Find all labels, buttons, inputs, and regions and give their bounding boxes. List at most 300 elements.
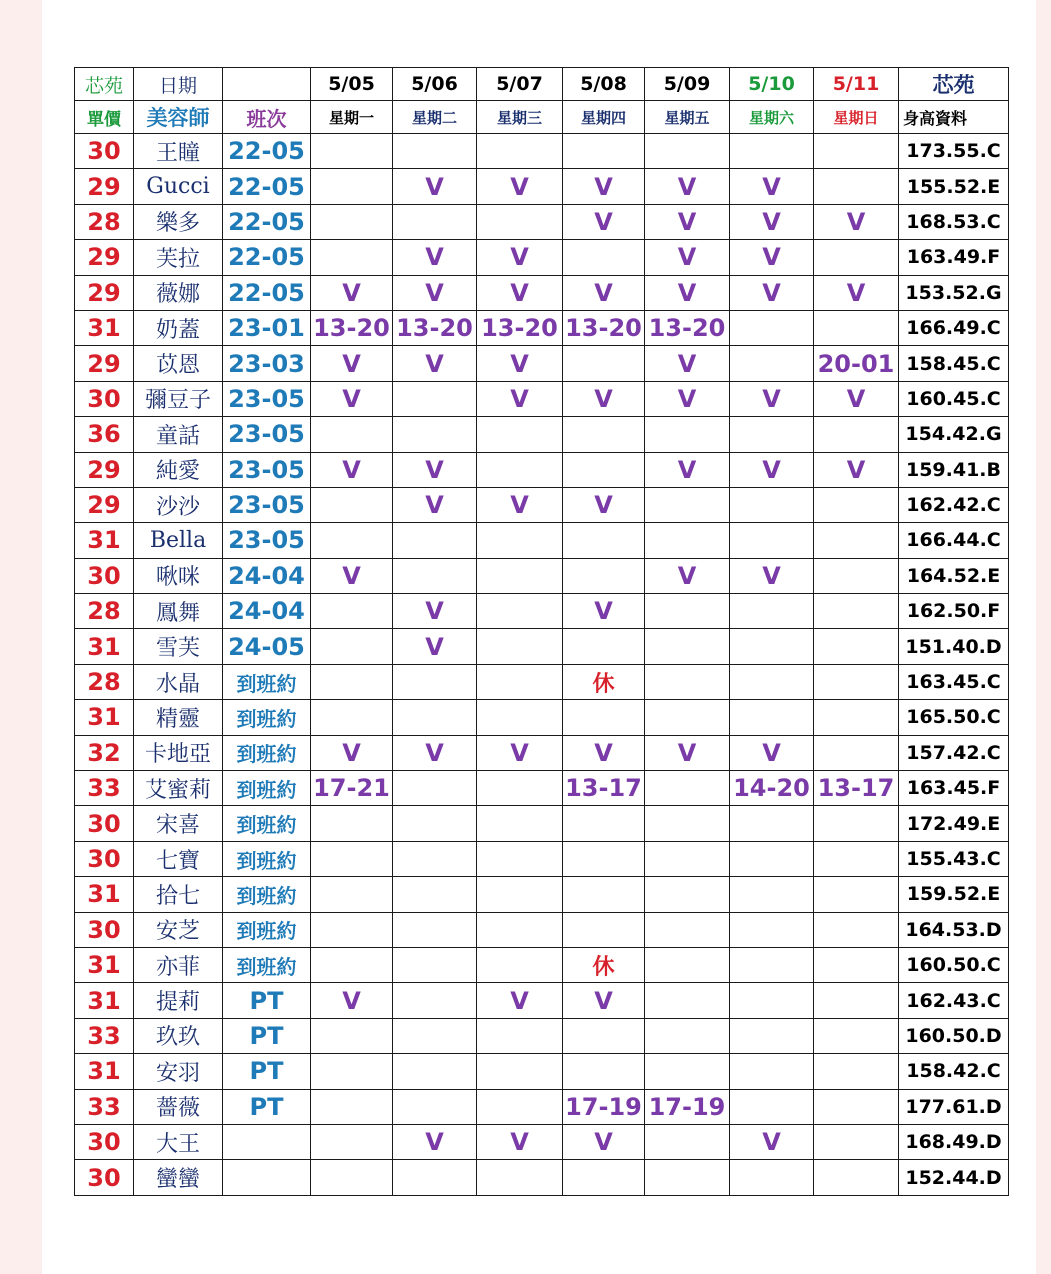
stylist-name-cell: 沙沙 (134, 487, 223, 522)
day-cell: V (645, 558, 730, 593)
day-cell (563, 558, 645, 593)
day-cell (645, 1018, 730, 1053)
day-cell: V (645, 169, 730, 204)
day-cell: V (393, 452, 477, 487)
weekday-header-3: 星期三 (477, 101, 563, 134)
table-row (75, 417, 1009, 452)
day-cell: V (477, 487, 563, 522)
day-cell (477, 877, 563, 912)
day-cell (477, 1054, 563, 1089)
height-cell: 165.50.C (899, 700, 1009, 735)
price-cell: 33 (75, 1089, 134, 1124)
day-cell: V (477, 169, 563, 204)
day-cell (311, 806, 393, 841)
height-cell: 155.43.C (899, 841, 1009, 876)
stylist-name-cell: 精靈 (134, 700, 223, 735)
shift-cell (223, 1160, 311, 1195)
shift-cell: 22-05 (223, 275, 311, 310)
day-cell: V (311, 346, 393, 381)
day-cell: V (477, 1124, 563, 1159)
stylist-name-cell: 玖玖 (134, 1018, 223, 1053)
stylist-name-cell: 奶蓋 (134, 310, 223, 345)
day-cell (645, 1054, 730, 1089)
height-cell: 151.40.D (899, 629, 1009, 664)
day-cell (477, 1089, 563, 1124)
day-cell (814, 523, 899, 558)
height-cell: 168.49.D (899, 1124, 1009, 1159)
day-cell (730, 310, 814, 345)
shift-cell: 22-05 (223, 169, 311, 204)
day-cell: 13-17 (814, 771, 899, 806)
stylist-name-cell: 安羽 (134, 1054, 223, 1089)
shift-cell: PT (223, 1089, 311, 1124)
day-cell (477, 629, 563, 664)
weekday-header-2: 星期二 (393, 101, 477, 134)
day-cell (563, 134, 645, 169)
day-cell (311, 1054, 393, 1089)
day-cell (311, 629, 393, 664)
day-cell (311, 877, 393, 912)
day-cell (730, 1089, 814, 1124)
day-cell (814, 1089, 899, 1124)
brand-left-label: 芯苑 (75, 68, 134, 101)
table-row (75, 204, 1009, 239)
day-cell (814, 487, 899, 522)
day-cell (814, 912, 899, 947)
day-cell (311, 1160, 393, 1195)
day-cell (393, 664, 477, 699)
day-cell (477, 771, 563, 806)
table-row (75, 275, 1009, 310)
price-cell: 31 (75, 523, 134, 558)
shift-cell: 到班約 (223, 806, 311, 841)
day-cell: 13-17 (563, 771, 645, 806)
price-cell: 31 (75, 947, 134, 982)
day-cell: 20-01 (814, 346, 899, 381)
day-cell: V (393, 1124, 477, 1159)
price-cell: 31 (75, 700, 134, 735)
day-cell (393, 700, 477, 735)
table-row (75, 523, 1009, 558)
day-cell (814, 240, 899, 275)
day-cell (814, 1054, 899, 1089)
day-cell (393, 947, 477, 982)
price-cell: 30 (75, 806, 134, 841)
day-cell: V (477, 346, 563, 381)
day-cell: V (477, 240, 563, 275)
day-cell (563, 452, 645, 487)
table-row (75, 594, 1009, 629)
shift-cell: 24-04 (223, 558, 311, 593)
height-cell: 157.42.C (899, 735, 1009, 770)
height-cell: 177.61.D (899, 1089, 1009, 1124)
day-cell (393, 771, 477, 806)
day-cell (477, 806, 563, 841)
day-cell (393, 841, 477, 876)
shift-cell: 23-05 (223, 523, 311, 558)
day-cell (311, 487, 393, 522)
day-cell: V (730, 1124, 814, 1159)
day-cell: V (730, 169, 814, 204)
stylist-name-cell: 啾咪 (134, 558, 223, 593)
day-cell: V (311, 381, 393, 416)
table-row (75, 558, 1009, 593)
table-row (75, 629, 1009, 664)
day-cell (730, 487, 814, 522)
stylist-name-cell: 苡恩 (134, 346, 223, 381)
day-cell (730, 346, 814, 381)
day-cell (311, 204, 393, 239)
day-cell (645, 134, 730, 169)
day-cell: V (563, 735, 645, 770)
stylist-name-cell: 蠻蠻 (134, 1160, 223, 1195)
price-cell: 29 (75, 452, 134, 487)
day-cell (477, 558, 563, 593)
day-cell: V (645, 275, 730, 310)
table-row (75, 983, 1009, 1018)
day-cell (393, 1160, 477, 1195)
day-cell (311, 1124, 393, 1159)
day-cell (393, 1018, 477, 1053)
day-cell: V (645, 452, 730, 487)
price-cell: 30 (75, 381, 134, 416)
day-cell (477, 700, 563, 735)
price-cell: 30 (75, 1124, 134, 1159)
day-cell: 休 (563, 664, 645, 699)
shift-cell: PT (223, 1018, 311, 1053)
day-cell (477, 841, 563, 876)
shift-cell (223, 1124, 311, 1159)
day-cell: 休 (563, 947, 645, 982)
height-cell: 163.49.F (899, 240, 1009, 275)
date-header-6: 5/10 (730, 68, 814, 101)
day-cell (730, 912, 814, 947)
day-cell (563, 523, 645, 558)
day-cell: 13-20 (477, 310, 563, 345)
table-row (75, 1160, 1009, 1195)
day-cell (311, 912, 393, 947)
day-cell: V (477, 381, 563, 416)
shift-cell: 23-05 (223, 417, 311, 452)
height-cell: 160.45.C (899, 381, 1009, 416)
day-cell (730, 417, 814, 452)
table-row (75, 806, 1009, 841)
stylist-name-cell: Gucci (134, 169, 223, 204)
day-cell: V (814, 381, 899, 416)
day-cell: V (393, 169, 477, 204)
table-row (75, 310, 1009, 345)
day-cell (730, 983, 814, 1018)
price-cell: 31 (75, 629, 134, 664)
table-row (75, 1054, 1009, 1089)
height-cell: 166.49.C (899, 310, 1009, 345)
day-cell: V (311, 983, 393, 1018)
day-cell (814, 558, 899, 593)
table-row (75, 771, 1009, 806)
day-cell: V (563, 1124, 645, 1159)
price-cell: 30 (75, 912, 134, 947)
day-cell (814, 417, 899, 452)
day-cell (311, 1018, 393, 1053)
day-cell: V (645, 735, 730, 770)
day-cell (393, 134, 477, 169)
shift-cell: 到班約 (223, 841, 311, 876)
table-row (75, 841, 1009, 876)
price-cell: 31 (75, 310, 134, 345)
shift-cell: 23-05 (223, 487, 311, 522)
day-cell (814, 806, 899, 841)
day-cell (645, 912, 730, 947)
price-cell: 33 (75, 771, 134, 806)
shift-cell: 到班約 (223, 947, 311, 982)
day-cell: V (311, 558, 393, 593)
day-cell (645, 1160, 730, 1195)
stylist-name-cell: 拾七 (134, 877, 223, 912)
day-cell: V (645, 381, 730, 416)
day-cell (563, 912, 645, 947)
day-cell: V (645, 346, 730, 381)
day-cell: V (393, 594, 477, 629)
day-cell: V (814, 275, 899, 310)
price-cell: 28 (75, 204, 134, 239)
price-cell: 29 (75, 169, 134, 204)
table-row (75, 134, 1009, 169)
day-cell: V (563, 381, 645, 416)
day-cell: V (563, 169, 645, 204)
day-cell (814, 664, 899, 699)
shift-cell: 23-05 (223, 452, 311, 487)
table-row (75, 947, 1009, 982)
shift-cell: PT (223, 983, 311, 1018)
day-cell: V (393, 346, 477, 381)
day-cell (645, 629, 730, 664)
stylist-name-cell: 樂多 (134, 204, 223, 239)
day-cell (311, 594, 393, 629)
day-cell (393, 983, 477, 1018)
day-cell (645, 487, 730, 522)
day-cell: 17-19 (563, 1089, 645, 1124)
height-cell: 159.52.E (899, 877, 1009, 912)
stylist-name-cell: 提莉 (134, 983, 223, 1018)
date-label: 日期 (134, 68, 223, 101)
day-cell (730, 947, 814, 982)
day-cell (311, 169, 393, 204)
price-cell: 29 (75, 240, 134, 275)
day-cell (311, 134, 393, 169)
day-cell (645, 983, 730, 1018)
shift-cell: 22-05 (223, 240, 311, 275)
day-cell: V (393, 275, 477, 310)
stylist-name-cell: 純愛 (134, 452, 223, 487)
day-cell (311, 947, 393, 982)
price-cell: 32 (75, 735, 134, 770)
stylist-name-cell: 卡地亞 (134, 735, 223, 770)
table-row (75, 381, 1009, 416)
stylist-name-cell: 水晶 (134, 664, 223, 699)
stylist-label: 美容師 (134, 101, 223, 134)
day-cell: V (814, 452, 899, 487)
day-cell (814, 310, 899, 345)
weekday-header-5: 星期五 (645, 101, 730, 134)
weekday-header-4: 星期四 (563, 101, 645, 134)
day-cell (814, 947, 899, 982)
price-cell: 31 (75, 877, 134, 912)
height-cell: 162.43.C (899, 983, 1009, 1018)
day-cell (814, 983, 899, 1018)
day-cell: 17-19 (645, 1089, 730, 1124)
day-cell: V (477, 275, 563, 310)
day-cell: 14-20 (730, 771, 814, 806)
day-cell (645, 700, 730, 735)
day-cell (393, 381, 477, 416)
day-cell (311, 523, 393, 558)
day-cell (393, 558, 477, 593)
height-cell: 166.44.C (899, 523, 1009, 558)
stylist-name-cell: 薔薇 (134, 1089, 223, 1124)
price-cell: 29 (75, 346, 134, 381)
day-cell: 13-20 (393, 310, 477, 345)
shift-cell: 22-05 (223, 204, 311, 239)
price-cell: 31 (75, 1054, 134, 1089)
day-cell: V (645, 204, 730, 239)
day-cell: V (563, 983, 645, 1018)
day-cell: V (393, 240, 477, 275)
stylist-name-cell: 雪芙 (134, 629, 223, 664)
day-cell (477, 452, 563, 487)
day-cell (645, 806, 730, 841)
day-cell (563, 1160, 645, 1195)
height-cell: 160.50.D (899, 1018, 1009, 1053)
height-cell: 162.42.C (899, 487, 1009, 522)
table-row (75, 912, 1009, 947)
day-cell (730, 877, 814, 912)
table-row (75, 487, 1009, 522)
shift-cell: 到班約 (223, 664, 311, 699)
day-cell (645, 417, 730, 452)
day-cell: V (477, 983, 563, 1018)
table-row (75, 346, 1009, 381)
day-cell (814, 841, 899, 876)
day-cell: V (730, 240, 814, 275)
day-cell (393, 417, 477, 452)
stylist-name-cell: 宋喜 (134, 806, 223, 841)
day-cell (311, 664, 393, 699)
table-row (75, 169, 1009, 204)
day-cell (814, 134, 899, 169)
price-cell: 28 (75, 664, 134, 699)
day-cell (645, 771, 730, 806)
day-cell: V (393, 735, 477, 770)
date-header-3: 5/07 (477, 68, 563, 101)
height-cell: 163.45.F (899, 771, 1009, 806)
day-cell (730, 841, 814, 876)
weekday-header-6: 星期六 (730, 101, 814, 134)
day-cell (563, 806, 645, 841)
day-cell (730, 700, 814, 735)
day-cell (563, 841, 645, 876)
day-cell (814, 1160, 899, 1195)
day-cell (311, 841, 393, 876)
day-cell: V (563, 594, 645, 629)
day-cell (645, 877, 730, 912)
table-row (75, 735, 1009, 770)
shift-cell: 24-05 (223, 629, 311, 664)
shift-cell: 23-03 (223, 346, 311, 381)
day-cell: 13-20 (645, 310, 730, 345)
height-cell: 153.52.G (899, 275, 1009, 310)
stylist-name-cell: 安芝 (134, 912, 223, 947)
table-row (75, 1018, 1009, 1053)
day-cell (393, 912, 477, 947)
brand-right-label: 芯苑 (899, 68, 1009, 101)
day-cell (393, 1054, 477, 1089)
day-cell: V (730, 204, 814, 239)
day-cell (393, 1089, 477, 1124)
stylist-name-cell: Bella (134, 523, 223, 558)
date-header-5: 5/09 (645, 68, 730, 101)
day-cell (730, 134, 814, 169)
day-cell (645, 1124, 730, 1159)
height-cell: 158.45.C (899, 346, 1009, 381)
stylist-name-cell: 王瞳 (134, 134, 223, 169)
day-cell (814, 700, 899, 735)
day-cell: V (645, 240, 730, 275)
stylist-name-cell: 艾蜜莉 (134, 771, 223, 806)
day-cell (730, 594, 814, 629)
table-row (75, 452, 1009, 487)
header-blank (223, 68, 311, 101)
day-cell (393, 877, 477, 912)
shift-cell: 23-01 (223, 310, 311, 345)
day-cell (563, 1018, 645, 1053)
height-cell: 172.49.E (899, 806, 1009, 841)
stylist-name-cell: 七寶 (134, 841, 223, 876)
stylist-name-cell: 鳳舞 (134, 594, 223, 629)
day-cell: V (730, 735, 814, 770)
day-cell: V (477, 735, 563, 770)
shift-cell: 到班約 (223, 771, 311, 806)
price-cell: 29 (75, 275, 134, 310)
weekday-header-1: 星期一 (311, 101, 393, 134)
price-cell: 30 (75, 134, 134, 169)
day-cell (311, 700, 393, 735)
price-label: 單價 (75, 101, 134, 134)
day-cell (645, 594, 730, 629)
table-row (75, 700, 1009, 735)
day-cell (563, 877, 645, 912)
price-cell: 31 (75, 983, 134, 1018)
day-cell (311, 1089, 393, 1124)
table-row (75, 1124, 1009, 1159)
stylist-name-cell: 薇娜 (134, 275, 223, 310)
day-cell: V (311, 275, 393, 310)
day-cell (814, 1124, 899, 1159)
height-cell: 152.44.D (899, 1160, 1009, 1195)
date-header-4: 5/08 (563, 68, 645, 101)
stylist-name-cell: 彌豆子 (134, 381, 223, 416)
day-cell (477, 134, 563, 169)
day-cell: V (730, 381, 814, 416)
shift-cell: 到班約 (223, 877, 311, 912)
day-cell (393, 204, 477, 239)
day-cell (477, 1160, 563, 1195)
day-cell (563, 700, 645, 735)
schedule-sheet (42, 0, 1036, 1274)
table-row (75, 1089, 1009, 1124)
price-cell: 30 (75, 558, 134, 593)
table-row (75, 240, 1009, 275)
price-cell: 29 (75, 487, 134, 522)
